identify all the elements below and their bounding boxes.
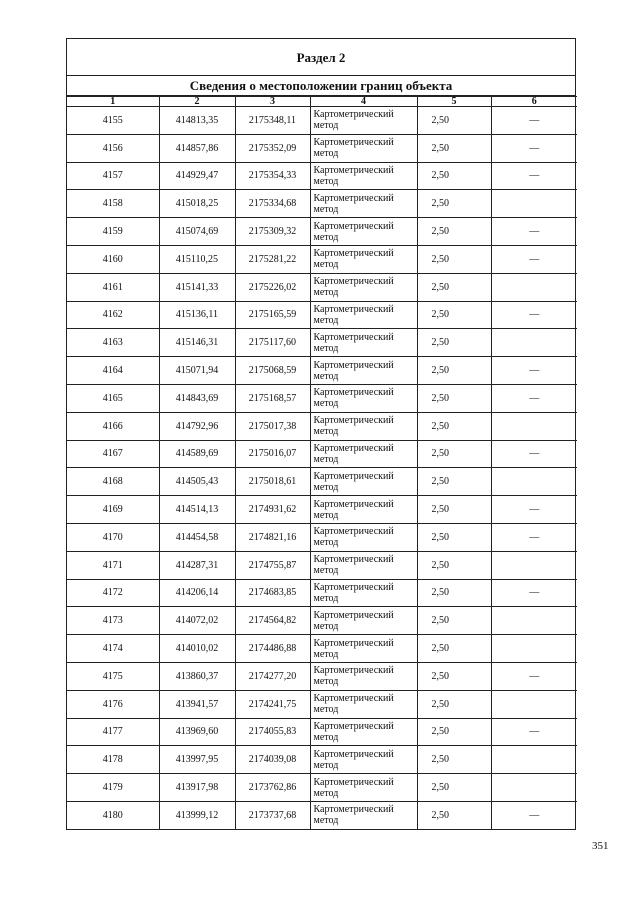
coordinate-x: 414792,96 — [159, 412, 235, 440]
determination-method: Картометрический метод — [310, 329, 417, 357]
coordinate-y: 2174683,85 — [235, 579, 310, 607]
point-number: 4162 — [67, 301, 159, 329]
coordinate-y: 2174055,83 — [235, 718, 310, 746]
determination-method: Картометрический метод — [310, 190, 417, 218]
point-number: 4165 — [67, 384, 159, 412]
table-row — [67, 273, 577, 301]
table-row — [67, 690, 577, 718]
point-number: 4180 — [67, 801, 159, 828]
coordinate-x: 414206,14 — [159, 579, 235, 607]
table-row — [67, 718, 577, 746]
determination-method: Картометрический метод — [310, 357, 417, 385]
coordinate-y: 2174241,75 — [235, 690, 310, 718]
point-description — [491, 551, 577, 579]
table-row — [67, 107, 577, 135]
coordinate-y: 2175018,61 — [235, 468, 310, 496]
table-row — [67, 384, 577, 412]
point-number: 4168 — [67, 468, 159, 496]
table-row — [67, 496, 577, 524]
point-number: 4171 — [67, 551, 159, 579]
table-row — [67, 662, 577, 690]
accuracy-value: 2,50 — [417, 301, 491, 329]
point-description: — — [491, 162, 577, 190]
coordinate-x: 414072,02 — [159, 607, 235, 635]
table-row — [67, 412, 577, 440]
point-description: — — [491, 218, 577, 246]
determination-method: Картометрический метод — [310, 523, 417, 551]
point-description: — — [491, 440, 577, 468]
accuracy-value: 2,50 — [417, 384, 491, 412]
page-number: 351 — [592, 840, 609, 852]
point-description: — — [491, 662, 577, 690]
point-description: — — [491, 523, 577, 551]
determination-method: Картометрический метод — [310, 718, 417, 746]
table-row — [67, 162, 577, 190]
coordinate-x: 414813,35 — [159, 107, 235, 135]
table-row — [67, 134, 577, 162]
table-row — [67, 357, 577, 385]
point-description — [491, 468, 577, 496]
coordinate-x: 415136,11 — [159, 301, 235, 329]
accuracy-value: 2,50 — [417, 801, 491, 828]
point-description: — — [491, 245, 577, 273]
determination-method: Картометрический метод — [310, 107, 417, 135]
coordinate-y: 2175168,57 — [235, 384, 310, 412]
coordinate-x: 414857,86 — [159, 134, 235, 162]
point-description — [491, 635, 577, 663]
table-row — [67, 440, 577, 468]
accuracy-value: 2,50 — [417, 746, 491, 774]
coordinate-x: 414010,02 — [159, 635, 235, 663]
column-header: 2 — [159, 97, 235, 107]
coordinate-y: 2175017,38 — [235, 412, 310, 440]
coordinate-y: 2175281,22 — [235, 245, 310, 273]
determination-method: Картометрический метод — [310, 245, 417, 273]
coordinate-y: 2174277,20 — [235, 662, 310, 690]
accuracy-value: 2,50 — [417, 551, 491, 579]
determination-method: Картометрический метод — [310, 607, 417, 635]
point-number: 4156 — [67, 134, 159, 162]
determination-method: Картометрический метод — [310, 690, 417, 718]
determination-method: Картометрический метод — [310, 162, 417, 190]
point-number: 4155 — [67, 107, 159, 135]
coordinate-y: 2174486,88 — [235, 635, 310, 663]
accuracy-value: 2,50 — [417, 245, 491, 273]
point-number: 4176 — [67, 690, 159, 718]
accuracy-value: 2,50 — [417, 134, 491, 162]
determination-method: Картометрический метод — [310, 579, 417, 607]
coordinate-y: 2175016,07 — [235, 440, 310, 468]
accuracy-value: 2,50 — [417, 468, 491, 496]
coordinate-x: 413917,98 — [159, 774, 235, 802]
coordinate-x: 415018,25 — [159, 190, 235, 218]
accuracy-value: 2,50 — [417, 690, 491, 718]
coordinate-x: 414514,13 — [159, 496, 235, 524]
determination-method: Картометрический метод — [310, 273, 417, 301]
column-header: 5 — [417, 97, 491, 107]
boundary-table — [67, 96, 577, 829]
coordinate-x: 414929,47 — [159, 162, 235, 190]
table-row — [67, 607, 577, 635]
point-description: — — [491, 496, 577, 524]
column-header: 3 — [235, 97, 310, 107]
point-description — [491, 273, 577, 301]
coordinate-y: 2175334,68 — [235, 190, 310, 218]
point-number: 4169 — [67, 496, 159, 524]
table-row — [67, 301, 577, 329]
coordinate-x: 413941,57 — [159, 690, 235, 718]
table-row — [67, 218, 577, 246]
table-row — [67, 329, 577, 357]
coordinate-y: 2175354,33 — [235, 162, 310, 190]
determination-method: Картометрический метод — [310, 496, 417, 524]
table-row — [67, 635, 577, 663]
accuracy-value: 2,50 — [417, 329, 491, 357]
determination-method: Картометрический метод — [310, 635, 417, 663]
coordinate-x: 415074,69 — [159, 218, 235, 246]
coordinate-y: 2174039,08 — [235, 746, 310, 774]
table-row — [67, 746, 577, 774]
point-description — [491, 690, 577, 718]
point-description: — — [491, 579, 577, 607]
determination-method: Картометрический метод — [310, 551, 417, 579]
coordinate-x: 415110,25 — [159, 245, 235, 273]
table-row — [67, 468, 577, 496]
accuracy-value: 2,50 — [417, 607, 491, 635]
coordinate-x: 413999,12 — [159, 801, 235, 828]
point-description: — — [491, 134, 577, 162]
column-header: 4 — [310, 97, 417, 107]
table-row — [67, 245, 577, 273]
coordinate-y: 2175352,09 — [235, 134, 310, 162]
accuracy-value: 2,50 — [417, 218, 491, 246]
coordinate-y: 2175226,02 — [235, 273, 310, 301]
accuracy-value: 2,50 — [417, 190, 491, 218]
determination-method: Картометрический метод — [310, 134, 417, 162]
determination-method: Картометрический метод — [310, 384, 417, 412]
point-description — [491, 607, 577, 635]
coordinate-y: 2173737,68 — [235, 801, 310, 828]
coordinate-y: 2174755,87 — [235, 551, 310, 579]
table-row — [67, 801, 577, 828]
accuracy-value: 2,50 — [417, 440, 491, 468]
determination-method: Картометрический метод — [310, 746, 417, 774]
point-description: — — [491, 301, 577, 329]
coordinate-y: 2174564,82 — [235, 607, 310, 635]
determination-method: Картометрический метод — [310, 468, 417, 496]
point-number: 4167 — [67, 440, 159, 468]
point-description — [491, 190, 577, 218]
coordinate-y: 2174821,16 — [235, 523, 310, 551]
accuracy-value: 2,50 — [417, 107, 491, 135]
point-description: — — [491, 718, 577, 746]
point-number: 4157 — [67, 162, 159, 190]
coordinate-x: 413969,60 — [159, 718, 235, 746]
point-number: 4172 — [67, 579, 159, 607]
point-number: 4178 — [67, 746, 159, 774]
point-number: 4159 — [67, 218, 159, 246]
table-row — [67, 523, 577, 551]
point-number: 4164 — [67, 357, 159, 385]
point-number: 4166 — [67, 412, 159, 440]
point-description — [491, 774, 577, 802]
column-header: 6 — [491, 97, 577, 107]
coordinate-x: 414454,58 — [159, 523, 235, 551]
table-row — [67, 551, 577, 579]
point-number: 4160 — [67, 245, 159, 273]
table-row — [67, 190, 577, 218]
determination-method: Картометрический метод — [310, 774, 417, 802]
coordinate-x: 414287,31 — [159, 551, 235, 579]
section-title: Раздел 2 — [67, 39, 575, 76]
table-row — [67, 579, 577, 607]
determination-method: Картометрический метод — [310, 440, 417, 468]
coordinate-y: 2175068,59 — [235, 357, 310, 385]
coordinate-x: 414843,69 — [159, 384, 235, 412]
point-number: 4158 — [67, 190, 159, 218]
table-header-row — [67, 97, 577, 107]
determination-method: Картометрический метод — [310, 801, 417, 828]
point-number: 4174 — [67, 635, 159, 663]
point-description: — — [491, 384, 577, 412]
point-number: 4161 — [67, 273, 159, 301]
coordinate-y: 2175117,60 — [235, 329, 310, 357]
accuracy-value: 2,50 — [417, 273, 491, 301]
point-number: 4179 — [67, 774, 159, 802]
coordinate-x: 413997,95 — [159, 746, 235, 774]
point-number: 4163 — [67, 329, 159, 357]
coordinate-y: 2175309,32 — [235, 218, 310, 246]
determination-method: Картометрический метод — [310, 218, 417, 246]
table-row — [67, 774, 577, 802]
accuracy-value: 2,50 — [417, 162, 491, 190]
point-description: — — [491, 107, 577, 135]
point-number: 4173 — [67, 607, 159, 635]
coordinate-x: 415141,33 — [159, 273, 235, 301]
coordinate-x: 415071,94 — [159, 357, 235, 385]
accuracy-value: 2,50 — [417, 357, 491, 385]
point-description: — — [491, 357, 577, 385]
coordinate-y: 2175348,11 — [235, 107, 310, 135]
point-number: 4170 — [67, 523, 159, 551]
accuracy-value: 2,50 — [417, 523, 491, 551]
coordinate-y: 2175165,59 — [235, 301, 310, 329]
coordinate-x: 415146,31 — [159, 329, 235, 357]
document-frame — [66, 38, 576, 830]
accuracy-value: 2,50 — [417, 412, 491, 440]
coordinate-x: 414589,69 — [159, 440, 235, 468]
point-description — [491, 746, 577, 774]
determination-method: Картометрический метод — [310, 301, 417, 329]
point-number: 4175 — [67, 662, 159, 690]
accuracy-value: 2,50 — [417, 635, 491, 663]
accuracy-value: 2,50 — [417, 718, 491, 746]
accuracy-value: 2,50 — [417, 496, 491, 524]
point-description — [491, 412, 577, 440]
determination-method: Картометрический метод — [310, 662, 417, 690]
section-subtitle: Сведения о местоположении границ объекта — [67, 76, 575, 96]
accuracy-value: 2,50 — [417, 579, 491, 607]
determination-method: Картометрический метод — [310, 412, 417, 440]
point-number: 4177 — [67, 718, 159, 746]
accuracy-value: 2,50 — [417, 662, 491, 690]
point-description — [491, 329, 577, 357]
coordinate-y: 2174931,62 — [235, 496, 310, 524]
point-description: — — [491, 801, 577, 828]
coordinate-x: 414505,43 — [159, 468, 235, 496]
coordinate-x: 413860,37 — [159, 662, 235, 690]
coordinate-y: 2173762,86 — [235, 774, 310, 802]
accuracy-value: 2,50 — [417, 774, 491, 802]
column-header: 1 — [67, 97, 159, 107]
